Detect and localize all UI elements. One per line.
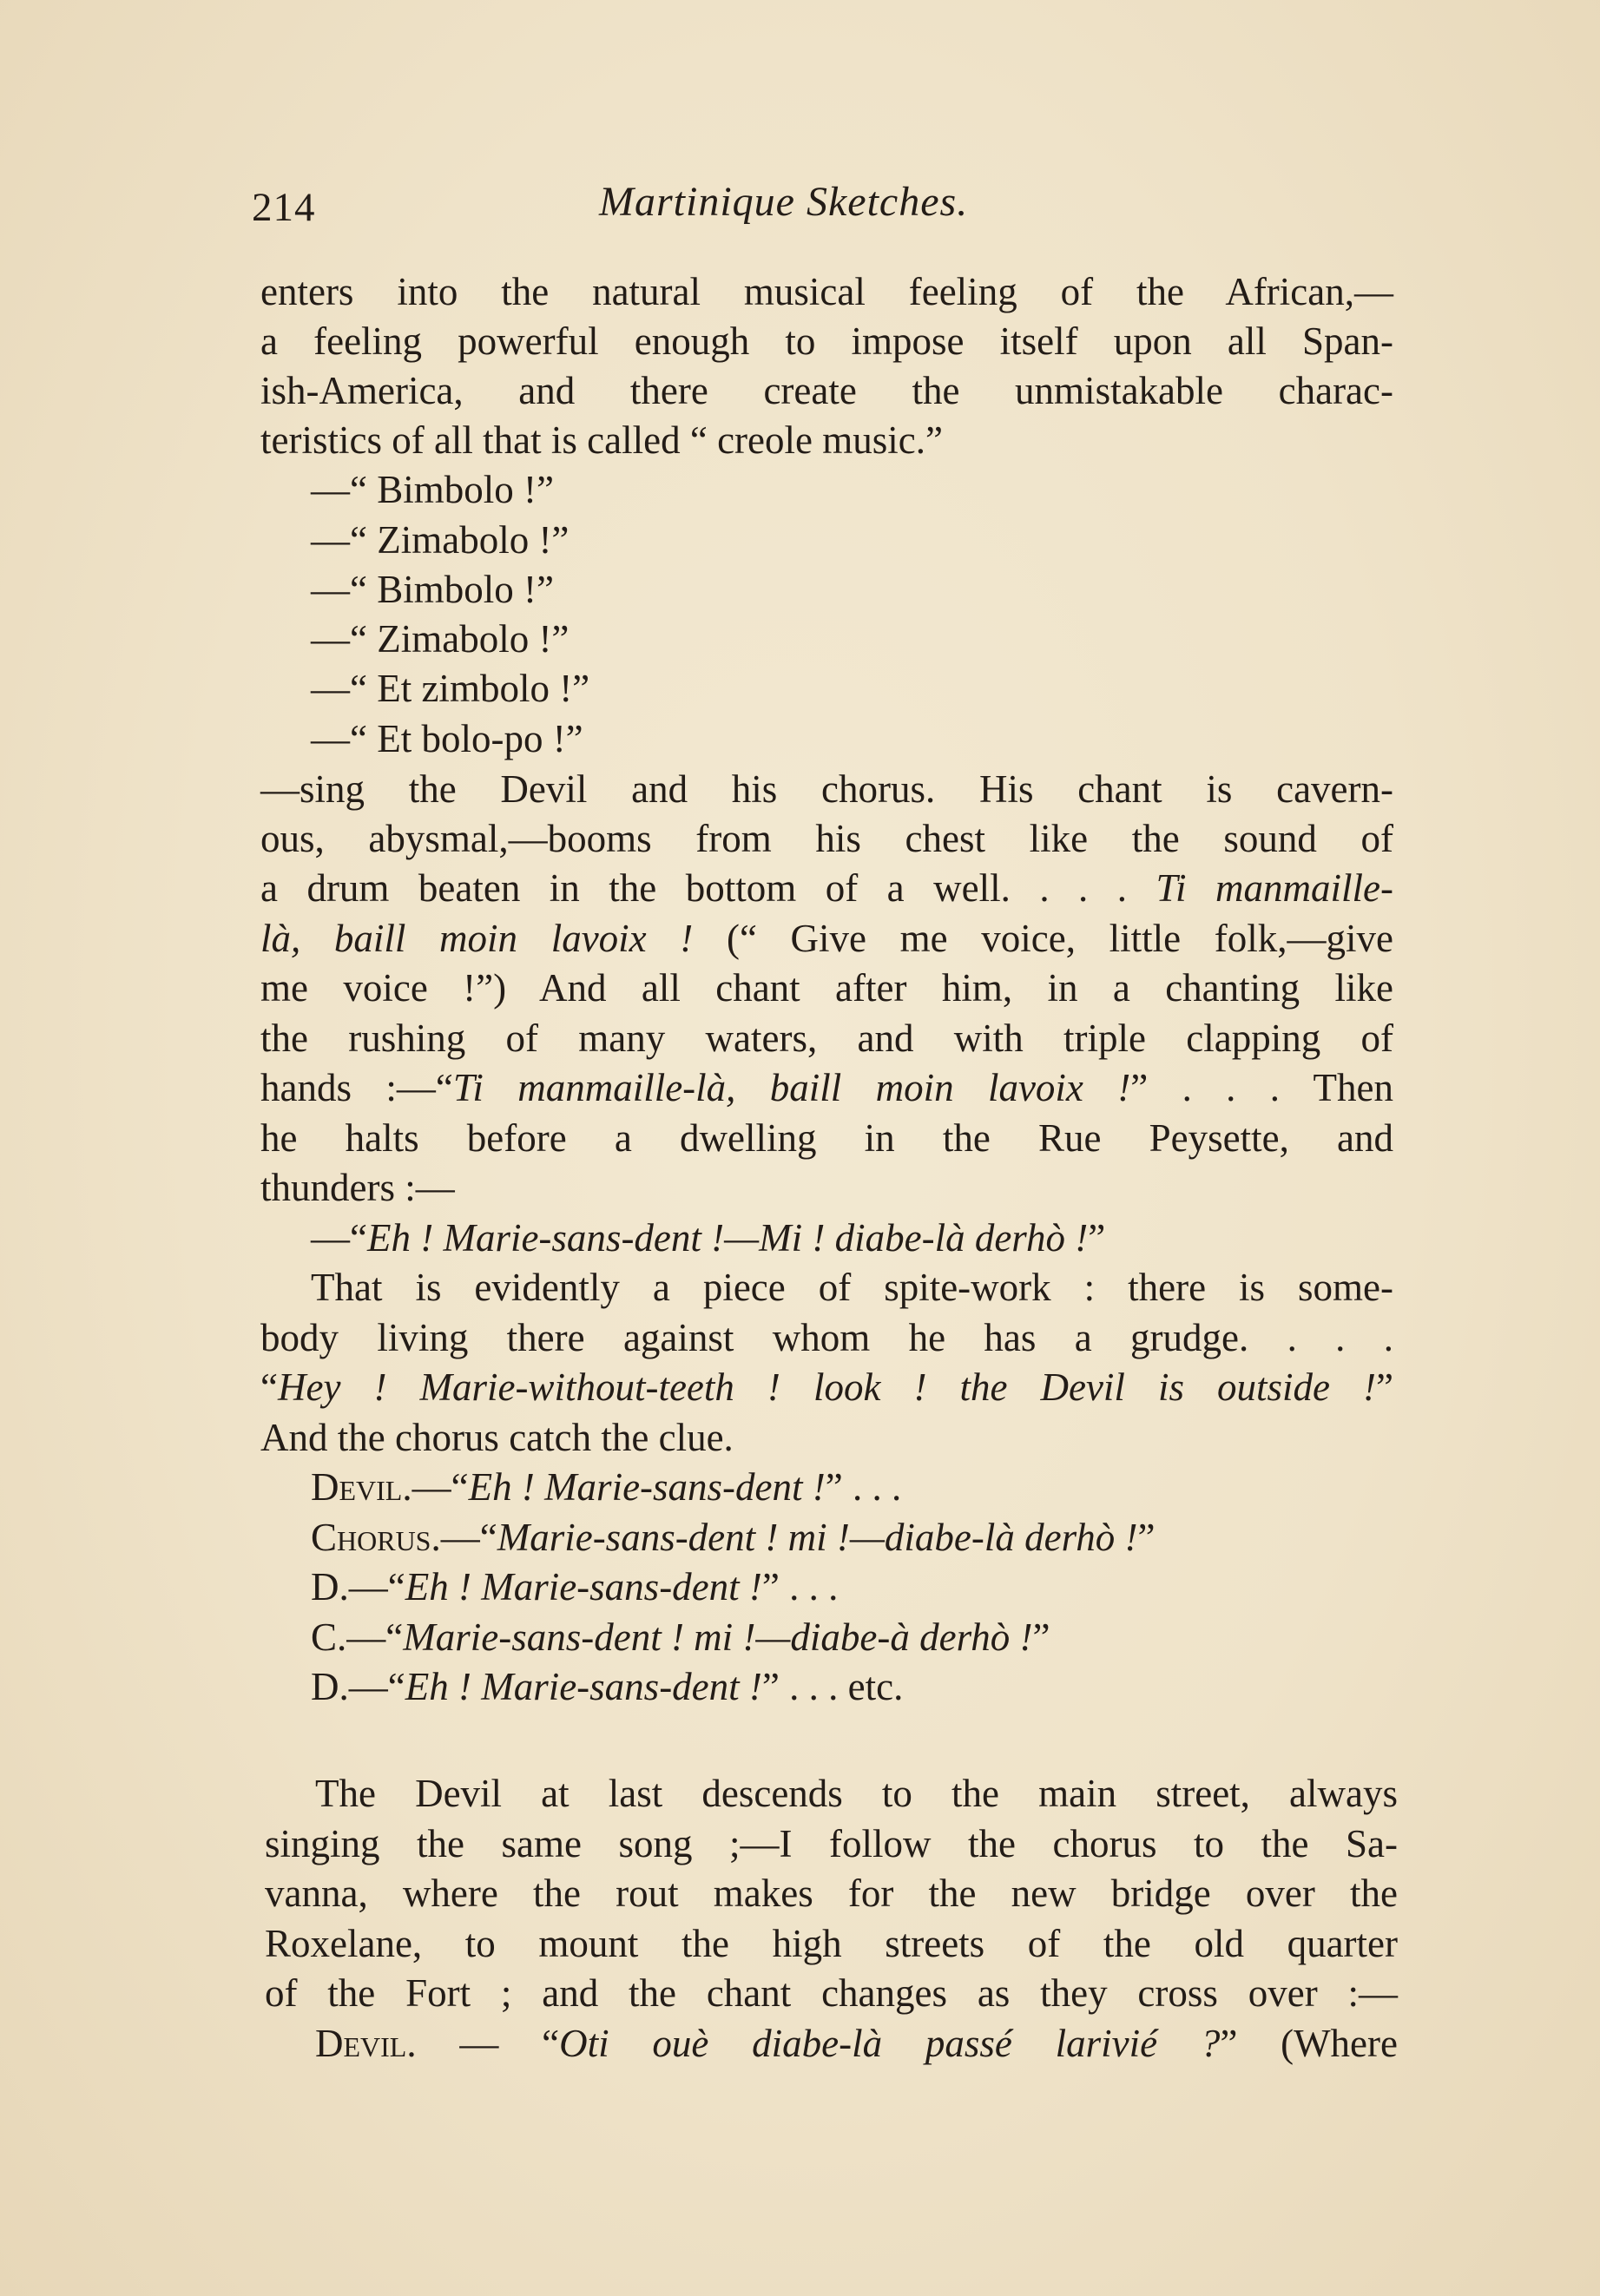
text-line: ous, abysmal,—booms from his chest like the sound of <box>260 817 1393 860</box>
speaker-label: Chorus. <box>311 1516 441 1559</box>
text-line: me voice !”) And all chant after him, in a chanting like <box>260 966 1393 1010</box>
chant-line: —“ Bimbolo !” <box>311 468 554 511</box>
text-span: ” <box>1376 1365 1393 1409</box>
text-line <box>260 1365 1393 1410</box>
text-span: —“ <box>412 1465 469 1509</box>
text-span: (“ Give me voice, little folk,—give <box>726 917 1393 960</box>
text-line: of the Fort ; and the chant changes as they cross over :— <box>265 1971 1398 2015</box>
speaker-label: D. <box>311 1565 349 1609</box>
text-span: ” (Where <box>1220 2022 1398 2065</box>
text-line: the rushing of many waters, and with triple clapping of <box>260 1016 1393 1060</box>
text-span: —“ <box>346 1615 404 1659</box>
text-span: hands :—“ <box>260 1066 453 1109</box>
text-line: —sing the Devil and his chorus. His chant is cavern- <box>260 767 1393 811</box>
text-span: ” <box>1088 1216 1106 1260</box>
dialogue-line <box>311 1464 901 1510</box>
dialogue-line <box>311 1615 1050 1660</box>
chant-line: —“ Zimabolo !” <box>311 518 570 562</box>
text-line <box>260 916 1393 961</box>
text-line: vanna, where the rout makes for the new bridge over the <box>265 1872 1398 1915</box>
text-line: enters into the natural musical feeling of the African,— <box>260 270 1393 313</box>
text-line: singing the same song ;—I follow the chorus to the Sa- <box>265 1822 1398 1865</box>
creole-text: Ti manmaille- <box>1156 866 1393 910</box>
text-line: body living there against whom he has a grudge. . . . <box>260 1316 1393 1359</box>
chant-line <box>311 1215 1105 1260</box>
chant-line: —“ Zimabolo !” <box>311 617 570 661</box>
dialogue-line <box>315 2021 1398 2066</box>
text-line: teristics of all that is called “ creole music.” <box>260 418 943 462</box>
creole-text: Marie-sans-dent ! mi !—diabe-à derhò ! <box>403 1615 1033 1659</box>
running-title: Martinique Sketches. <box>599 179 969 225</box>
text-line: he halts before a dwelling in the Rue Peysette, and <box>260 1116 1393 1160</box>
creole-text: là, baill moin lavoix ! <box>260 917 694 960</box>
creole-text: Eh ! Marie-sans-dent ! <box>405 1565 762 1609</box>
text-span: —“ <box>348 1565 405 1609</box>
chant-line: —“ Bimbolo !” <box>311 568 554 611</box>
speaker-label: Devil. <box>311 1465 412 1509</box>
creole-text: Oti ouè diabe-là passé larivié ? <box>559 2022 1221 2065</box>
creole-text: Eh ! Marie-sans-dent ! <box>405 1665 762 1708</box>
text-span: ” . . . etc. <box>761 1665 904 1708</box>
creole-text: Eh ! Marie-sans-dent ! <box>468 1465 826 1509</box>
text-span: — “ <box>459 2022 560 2065</box>
text-span: —“ <box>440 1516 497 1559</box>
text-span: “ <box>260 1365 278 1409</box>
text-span: —“ <box>348 1665 405 1708</box>
text-span: ” . . . <box>761 1565 839 1609</box>
translation-text: Hey ! Marie-without-teeth ! look ! the Devil is outside ! <box>277 1365 1377 1409</box>
text-span: —“ <box>311 1216 367 1260</box>
dialogue-line <box>311 1564 838 1609</box>
text-line: And the chorus catch the clue. <box>260 1416 734 1459</box>
text-line: That is evidently a piece of spite-work : there is some- <box>311 1266 1393 1309</box>
creole-text: Ti manmaille-là, baill moin lavoix ! <box>452 1066 1131 1109</box>
text-line: Roxelane, to mount the high streets of the old quarter <box>265 1922 1398 1965</box>
speaker-label: Devil. <box>315 2022 417 2065</box>
dialogue-line <box>311 1515 1156 1560</box>
text-span: ” . . . <box>825 1465 902 1509</box>
text-line: ish-America, and there create the unmistakable charac- <box>260 369 1393 412</box>
text-line: The Devil at last descends to the main street, always <box>315 1772 1398 1815</box>
chant-line: —“ Et bolo-po !” <box>311 717 583 760</box>
dialogue-line <box>311 1664 903 1709</box>
text-span: ” <box>1032 1615 1050 1659</box>
text-line <box>260 1065 1393 1110</box>
text-line <box>260 865 1393 911</box>
text-line: a feeling powerful enough to impose itself upon all Span- <box>260 319 1393 363</box>
creole-text: Marie-sans-dent ! mi !—diabe-là derhò ! <box>497 1516 1138 1559</box>
text-span: a drum beaten in the bottom of a well. . . . <box>260 866 1128 910</box>
page-number: 214 <box>252 185 316 230</box>
speaker-label: D. <box>311 1665 349 1708</box>
creole-text: Eh ! Marie-sans-dent !—Mi ! diabe-là derhò ! <box>366 1216 1089 1260</box>
text-span: ” . . . Then <box>1130 1066 1393 1109</box>
chant-line: —“ Et zimbolo !” <box>311 667 590 710</box>
speaker-label: C. <box>311 1615 347 1659</box>
text-span: ” <box>1137 1516 1156 1559</box>
text-line: thunders :— <box>260 1166 455 1209</box>
